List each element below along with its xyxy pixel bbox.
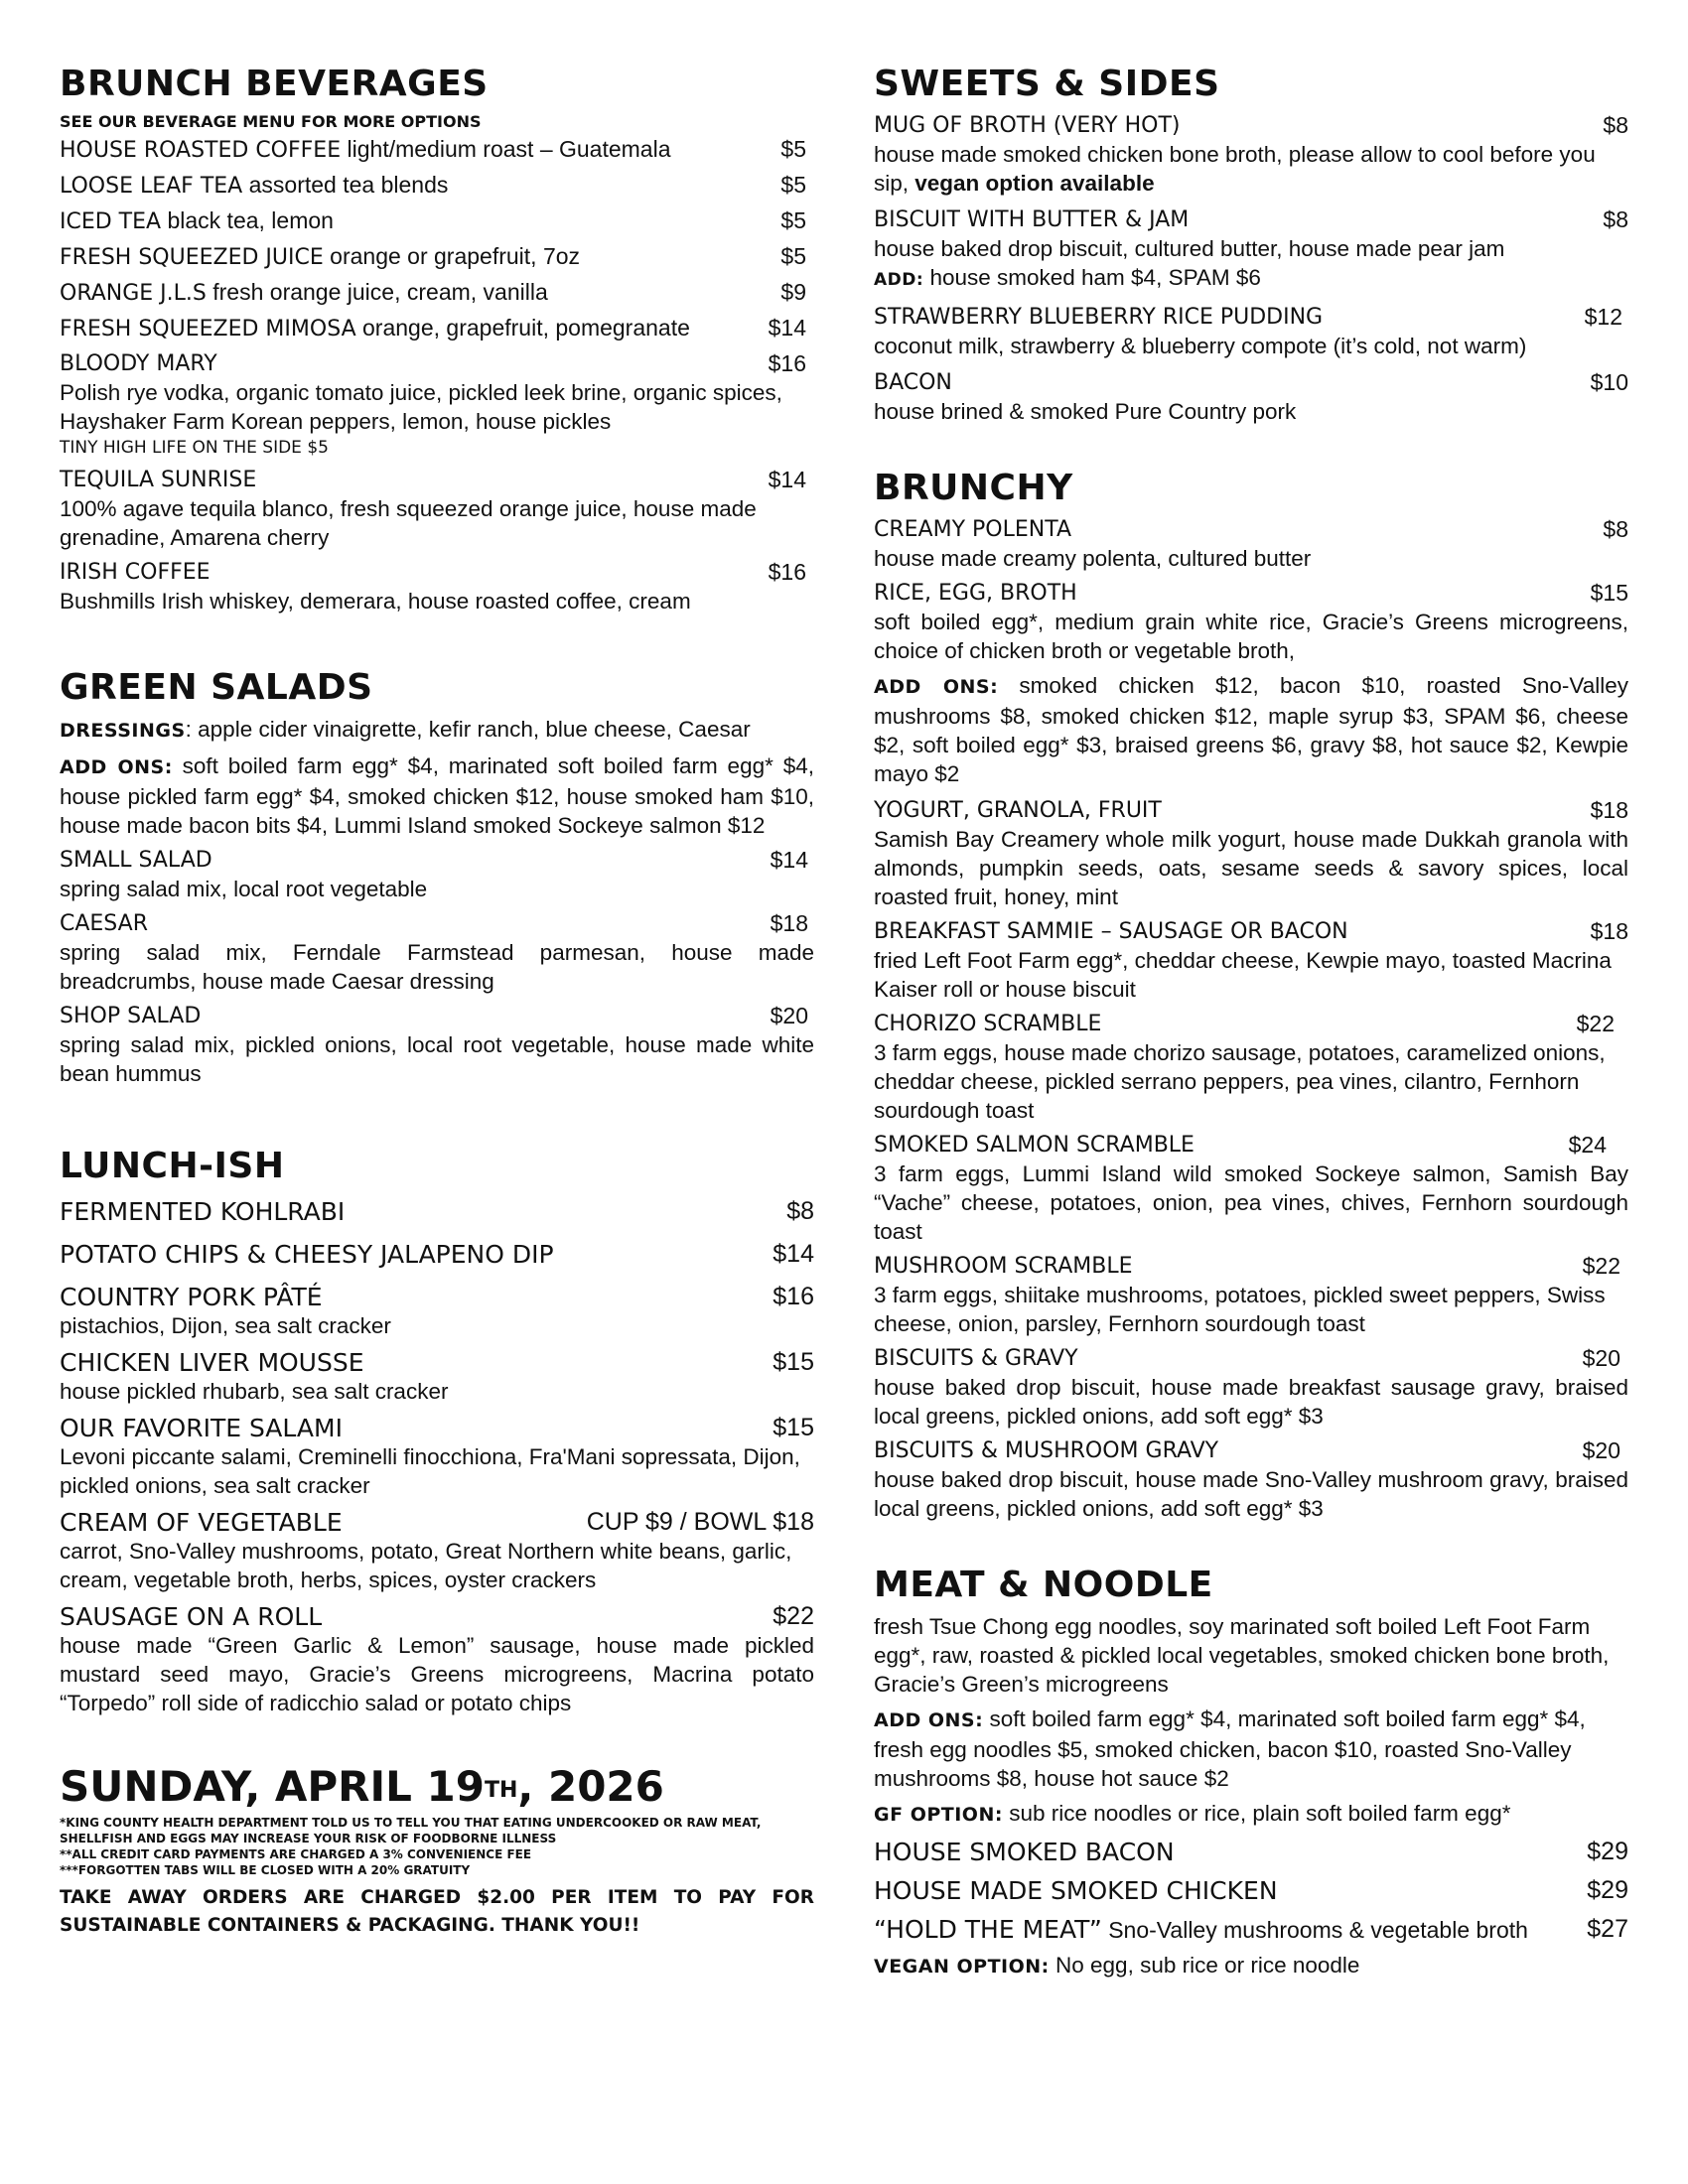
item-price: $18 (1590, 797, 1628, 823)
item-desc: house baked drop biscuit, house made breakfast sausage gravy, braised local greens, pickled onions, add soft egg* $3 (874, 1375, 1628, 1429)
menu-item (60, 1002, 814, 1088)
item-name: OUR FAVORITE SALAMI (60, 1414, 343, 1442)
item-name: CHICKEN LIVER MOUSSE (60, 1348, 364, 1377)
section-title: LUNCH-ISH (60, 1146, 285, 1186)
menu-item (874, 1131, 1628, 1246)
item-price: $5 (780, 243, 806, 269)
menu-item (874, 368, 1628, 426)
menu-item (60, 242, 814, 272)
item-name: BISCUITS & GRAVY (874, 1346, 1078, 1371)
item-desc: house pickled rhubarb, sea salt cracker (60, 1379, 449, 1404)
section-title: BRUNCH BEVERAGES (60, 64, 489, 104)
item-name: HOUSE SMOKED BACON (874, 1838, 1175, 1866)
gf-line (874, 1799, 1628, 1830)
item-name: SMALL SALAD (60, 848, 212, 873)
menu-item (60, 206, 814, 236)
menu-item (60, 909, 814, 996)
lunch-section (60, 1144, 814, 1717)
item-name: YOGURT, GRANOLA, FRUIT (874, 798, 1162, 823)
menu-item (874, 515, 1628, 573)
item-desc: coconut milk, strawberry & blueberry compote (it’s cold, not warm) (874, 334, 1527, 358)
item-desc: orange or grapefruit, 7oz (330, 243, 581, 269)
vegan-note: vegan option available (914, 171, 1155, 196)
menu-item (874, 1436, 1628, 1523)
item-price: $9 (780, 279, 806, 305)
item-price: $24 (1568, 1132, 1607, 1158)
menu-item (60, 1240, 814, 1269)
add-text: house smoked ham $4, SPAM $6 (923, 265, 1261, 290)
salads-section (60, 665, 814, 1088)
addons-text: smoked chicken $12, bacon $10, roasted Sno-Valley mushrooms $8, smoked chicken $12, maple syrup $3, SPAM $6, cheese $2, soft boiled egg* $3, braised greens $6, gravy $8, hot sauce $2, Kewpie mayo $2 (874, 673, 1628, 786)
item-price: $29 (1587, 1838, 1628, 1865)
add-label: ADD: (874, 270, 924, 290)
item-name: HOUSE MADE SMOKED CHICKEN (874, 1876, 1278, 1905)
item-desc: house baked drop biscuit, cultured butter, house made pear jam (874, 236, 1505, 261)
item-name: FRESH SQUEEZED MIMOSA (60, 317, 356, 341)
item-desc: 3 farm eggs, house made chorizo sausage, potatoes, caramelized onions, cheddar cheese, pickled serrano peppers, pea vines, cilantro, Fernhorn sourdough toast (874, 1040, 1606, 1123)
addons-label: ADD ONS: (874, 676, 999, 698)
menu-item (874, 1252, 1628, 1338)
item-desc: fresh orange juice, cream, vanilla (212, 279, 548, 305)
item-name: BISCUIT WITH BUTTER & JAM (874, 207, 1190, 232)
menu-item (60, 171, 814, 201)
item-name: CREAM OF VEGETABLE (60, 1508, 343, 1537)
item-desc: carrot, Sno-Valley mushrooms, potato, Great Northern white beans, garlic, cream, vegetable broth, herbs, spices, oyster crackers (60, 1539, 792, 1592)
item-price: $15 (773, 1348, 814, 1376)
item-desc-text: house made smoked chicken bone broth, please allow to cool before you sip, (874, 142, 1596, 196)
item-name: LOOSE LEAF TEA (60, 174, 243, 199)
item-name: TEQUILA SUNRISE (60, 468, 257, 492)
takeaway-notice: TAKE AWAY ORDERS ARE CHARGED $2.00 PER ITEM TO PAY FOR SUSTAINABLE CONTAINERS & PACKAGING. THANK YOU!! (60, 1887, 814, 1936)
item-desc: house baked drop biscuit, house made Sno-Valley mushroom gravy, braised local greens, pickled onions, add soft egg* $3 (874, 1467, 1628, 1521)
item-price: $12 (1584, 304, 1622, 330)
menu-item (874, 205, 1628, 295)
item-desc: Bushmills Irish whiskey, demerara, house roasted coffee, cream (60, 589, 691, 614)
menu-item (60, 558, 814, 615)
date-main: SUNDAY, APRIL 19 (60, 1762, 485, 1811)
item-desc: soft boiled egg*, medium grain white rice, Gracie’s Greens microgreens, choice of chicken broth or vegetable broth, (874, 610, 1628, 663)
item-name: FRESH SQUEEZED JUICE (60, 245, 324, 270)
item-price: $8 (1603, 112, 1628, 138)
date-suffix: TH (484, 1778, 518, 1803)
footer (60, 1759, 814, 1940)
item-name: CAESAR (60, 911, 149, 936)
section-title: GREEN SALADS (60, 667, 373, 708)
date-year: , 2026 (517, 1762, 664, 1811)
item-name: CHORIZO SCRAMBLE (874, 1012, 1102, 1036)
item-price: $5 (780, 207, 806, 233)
menu-item (874, 111, 1628, 198)
health-notice: *KING COUNTY HEALTH DEPARTMENT TOLD US TO TELL YOU THAT EATING UNDERCOOKED OR RAW MEAT, SHELLFISH AND EGGS MAY INCREASE YOUR RISK OF FOODBORNE ILLNESS (60, 1816, 762, 1845)
section-title: SWEETS & SIDES (874, 64, 1220, 104)
item-name: RICE, EGG, BROTH (874, 581, 1077, 606)
item-desc: house brined & smoked Pure Country pork (874, 399, 1297, 424)
menu-item (874, 303, 1628, 360)
item-name: SHOP SALAD (60, 1004, 202, 1028)
item-desc: 100% agave tequila blanco, fresh squeezed orange juice, house made grenadine, Amarena cherry (60, 496, 757, 550)
item-name: “HOLD THE MEAT” (874, 1915, 1102, 1944)
item-price: $16 (768, 559, 806, 585)
item-price: $14 (768, 315, 806, 341)
menu-item (60, 846, 814, 903)
item-price: $5 (780, 172, 806, 198)
item-desc: Samish Bay Creamery whole milk yogurt, house made Dukkah granola with almonds, pumpkin seeds, oats, sesame seeds & savory spices, local roasted fruit, honey, mint (874, 827, 1628, 909)
addons-line (874, 1705, 1628, 1793)
vegan-text: No egg, sub rice or rice noodle (1049, 1953, 1360, 1978)
item-desc: spring salad mix, Ferndale Farmstead parmesan, house made breadcrumbs, house made Caesar dressing (60, 940, 814, 994)
section-title: BRUNCHY (874, 468, 1073, 508)
addons-label: ADD ONS: (874, 1709, 984, 1731)
menu-item (60, 466, 814, 552)
sweets-section (874, 62, 1628, 426)
menu-item (60, 1283, 814, 1340)
menu-item (60, 349, 814, 460)
menu-item (60, 1508, 814, 1594)
item-price: $18 (1590, 918, 1628, 944)
item-name: POTATO CHIPS & CHEESY JALAPENO DIP (60, 1240, 554, 1269)
menu-item (874, 579, 1628, 665)
item-name: BISCUITS & MUSHROOM GRAVY (874, 1438, 1219, 1463)
addons-line (60, 751, 814, 840)
item-desc: Sno-Valley mushrooms & vegetable broth (1101, 1917, 1528, 1943)
section-title: MEAT & NOODLE (874, 1565, 1213, 1605)
menu-item (874, 796, 1628, 911)
item-price: $22 (773, 1602, 814, 1630)
dressings-text: : apple cider vinaigrette, kefir ranch, blue cheese, Caesar (185, 717, 751, 742)
item-price: $16 (768, 350, 806, 376)
beverages-section (60, 62, 814, 615)
menu-date (60, 1759, 814, 1815)
item-desc: Levoni piccante salami, Creminelli finocchiona, Fra'Mani sopressata, Dijon, pickled onions, sea salt cracker (60, 1444, 800, 1498)
item-price: $20 (1582, 1437, 1620, 1463)
item-name: BREAKFAST SAMMIE – SAUSAGE OR BACON (874, 919, 1348, 944)
item-extra: TINY HIGH LIFE ON THE SIDE $5 (60, 438, 329, 458)
item-name: SMOKED SALMON SCRAMBLE (874, 1133, 1195, 1158)
addons-text: soft boiled farm egg* $4, marinated soft boiled farm egg* $4, fresh egg noodles $5, smoked chicken, bacon $10, roasted Sno-Valley mushrooms $8, house hot sauce $2 (874, 1706, 1586, 1791)
item-name: ICED TEA (60, 209, 162, 234)
item-desc: assorted tea blends (248, 172, 449, 198)
item-price: $8 (1603, 516, 1628, 542)
noodle-section (874, 1563, 1628, 1981)
item-name: HOUSE ROASTED COFFEE (60, 138, 342, 163)
vegan-label: VEGAN OPTION: (874, 1956, 1050, 1978)
card-fee-notice: **ALL CREDIT CARD PAYMENTS ARE CHARGED A 3% CONVENIENCE FEE (60, 1847, 532, 1861)
dressings-line (60, 715, 814, 746)
addons-text: soft boiled farm egg* $4, marinated soft boiled farm egg* $4, house pickled farm egg* $4, smoked chicken $12, house smoked ham $10, house made bacon bits $4, Lummi Island smoked Sockeye salmon $12 (60, 753, 814, 838)
item-price: $14 (773, 1240, 814, 1268)
item-price: $15 (1590, 580, 1628, 606)
item-desc: Polish rye vodka, organic tomato juice, pickled leek brine, organic spices, Hayshaker Farm Korean peppers, lemon, house pickles (60, 380, 782, 434)
item-name: SAUSAGE ON A ROLL (60, 1602, 323, 1631)
item-price: $29 (1587, 1876, 1628, 1904)
item-name: STRAWBERRY BLUEBERRY RICE PUDDING (874, 305, 1324, 330)
dressings-label: DRESSINGS (60, 720, 186, 742)
item-desc: light/medium roast – Guatemala (347, 136, 671, 162)
item-price: $14 (768, 467, 806, 492)
tab-notice: ***FORGOTTEN TABS WILL BE CLOSED WITH A 20% GRATUITY (60, 1863, 471, 1877)
item-price: $15 (773, 1414, 814, 1441)
item-desc: fried Left Foot Farm egg*, cheddar cheese, Kewpie mayo, toasted Macrina Kaiser roll or house biscuit (874, 948, 1612, 1002)
item-price: $8 (786, 1197, 814, 1225)
menu-item (874, 1876, 1628, 1905)
menu-item (60, 135, 814, 165)
left-column (60, 62, 814, 1940)
vegan-line (874, 1951, 1628, 1981)
item-desc: orange, grapefruit, pomegranate (362, 315, 690, 341)
menu-item (60, 1197, 814, 1226)
gf-text: sub rice noodles or rice, plain soft boiled farm egg* (1002, 1801, 1511, 1826)
item-name: FERMENTED KOHLRABI (60, 1197, 346, 1226)
item-price: $14 (770, 847, 808, 873)
item-add (874, 263, 1628, 295)
item-desc: house made creamy polenta, cultured butter (874, 546, 1312, 571)
item-price: $20 (1582, 1345, 1620, 1371)
item-price: $16 (773, 1283, 814, 1310)
item-desc (874, 140, 1628, 198)
menu-item (60, 1414, 814, 1500)
brunchy-section (874, 466, 1628, 1523)
item-price: $22 (1576, 1011, 1615, 1036)
right-column (874, 62, 1628, 1981)
item-price: $8 (1603, 206, 1628, 232)
menu-item (60, 278, 814, 308)
noodle-desc: fresh Tsue Chong egg noodles, soy marinated soft boiled Left Foot Farm egg*, raw, roasted & pickled local vegetables, smoked chicken bone broth, Gracie’s Green’s microgreens (874, 1614, 1610, 1697)
menu-item (60, 1602, 814, 1717)
item-price: $27 (1587, 1915, 1628, 1943)
item-price: $20 (770, 1003, 808, 1028)
item-name: ORANGE J.L.S (60, 281, 207, 306)
item-name: CREAMY POLENTA (874, 517, 1071, 542)
menu-item (60, 314, 814, 343)
item-price: $22 (1582, 1253, 1620, 1279)
item-desc: house made “Green Garlic & Lemon” sausage, house made pickled mustard seed mayo, Gracie’s Greens microgreens, Macrina potato “Torpedo” roll side of radicchio salad or potato chips (60, 1633, 814, 1715)
item-desc: 3 farm eggs, shiitake mushrooms, potatoes, pickled sweet peppers, Swiss cheese, onion, parsley, Fernhorn sourdough toast (874, 1283, 1606, 1336)
menu-item (874, 1915, 1628, 1945)
item-name: IRISH COFFEE (60, 560, 211, 585)
menu-item (60, 1348, 814, 1406)
item-desc: black tea, lemon (167, 207, 334, 233)
item-name: COUNTRY PORK PÂTÉ (60, 1283, 323, 1311)
menu-item (874, 1838, 1628, 1866)
item-price: $18 (770, 910, 808, 936)
item-name: BLOODY MARY (60, 351, 217, 376)
item-name: MUSHROOM SCRAMBLE (874, 1254, 1133, 1279)
item-price: $5 (780, 136, 806, 162)
item-desc: spring salad mix, pickled onions, local root vegetable, house made white bean hummus (60, 1032, 814, 1086)
gf-label: GF OPTION: (874, 1804, 1003, 1826)
menu-item (874, 1344, 1628, 1431)
item-name: BACON (874, 370, 952, 395)
item-desc: pistachios, Dijon, sea salt cracker (60, 1313, 391, 1338)
item-price: CUP $9 / BOWL $18 (586, 1508, 814, 1536)
addons-line (874, 671, 1628, 788)
menu-item (874, 917, 1628, 1004)
item-desc: spring salad mix, local root vegetable (60, 877, 428, 901)
item-name: MUG OF BROTH (VERY HOT) (874, 113, 1181, 138)
menu-item (874, 1010, 1628, 1125)
item-price: $10 (1590, 369, 1628, 395)
item-desc: 3 farm eggs, Lummi Island wild smoked Sockeye salmon, Samish Bay “Vache” cheese, potatoes, onion, pea vines, chives, Fernhorn sourdough toast (874, 1161, 1628, 1244)
addons-label: ADD ONS: (60, 756, 173, 778)
beverages-note: SEE OUR BEVERAGE MENU FOR MORE OPTIONS (60, 112, 482, 131)
